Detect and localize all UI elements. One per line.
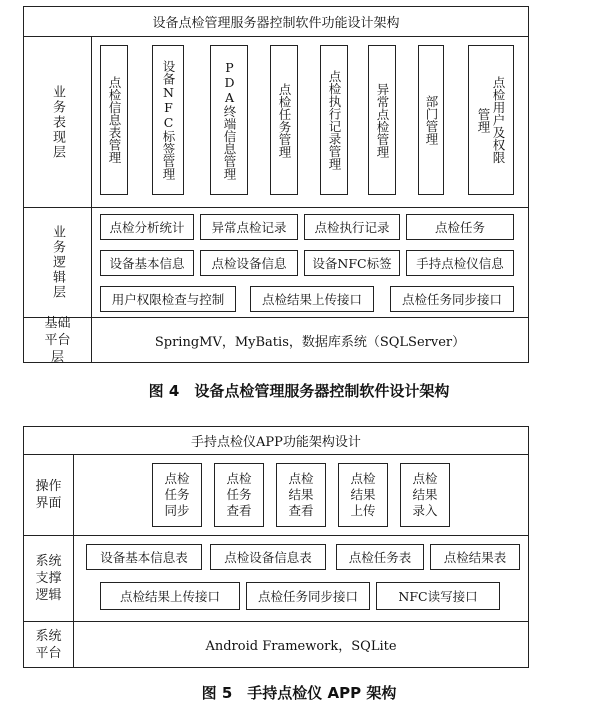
figure4-title: 设备点检管理服务器控制软件功能设计架构 <box>24 7 528 37</box>
logic-result-upload-interface: 点检结果上传接口 <box>250 286 374 312</box>
ui-task-view: 点检任务查看 <box>214 463 264 527</box>
module-inspection-task: 点检任务管理 <box>270 45 298 195</box>
logic-inspection-device-info: 点检设备信息 <box>200 250 298 276</box>
figure5-caption: 图 5 手持点检仪 APP 架构 <box>201 684 397 702</box>
android-platform-stack: Android Framework，SQLite <box>205 639 397 654</box>
business-presentation-layer-label: 业务表现层 <box>24 37 92 207</box>
logic-device-nfc-tag: 设备NFC标签 <box>304 250 400 276</box>
logic-permission-check: 用户权限检查与控制 <box>100 286 236 312</box>
ui-result-view: 点检结果查看 <box>276 463 326 527</box>
business-presentation-layer <box>24 37 528 207</box>
basic-platform-layer <box>24 315 528 365</box>
support-logic-layer-label: 系统支撑逻辑 <box>24 536 74 621</box>
system-platform-layer-label: 系统平台 <box>24 622 74 667</box>
business-logic-layer <box>24 207 528 317</box>
module-inspection-user-permission: 点检用户及权限管理 <box>468 45 514 195</box>
support-result-upload-interface: 点检结果上传接口 <box>100 582 240 610</box>
figure5-title: 手持点检仪APP功能架构设计 <box>24 427 528 455</box>
logic-inspection-statistics: 点检分析统计 <box>100 214 194 240</box>
module-pda-terminal: PDA终端信息管理 <box>210 45 248 195</box>
ui-layer <box>24 455 528 535</box>
ui-layer-label: 操作界面 <box>24 455 74 535</box>
support-device-basic-info-table: 设备基本信息表 <box>86 544 202 570</box>
support-logic-layer <box>24 535 528 621</box>
basic-platform-layer-label: 基础平台层 <box>24 318 92 362</box>
figure4-diagram <box>23 6 529 363</box>
figure4-caption: 图 4 设备点检管理服务器控制软件设计架构 <box>148 382 450 400</box>
ui-result-entry: 点检结果录入 <box>400 463 450 527</box>
logic-inspection-task: 点检任务 <box>406 214 514 240</box>
business-logic-layer-label: 业务逻辑层 <box>24 208 92 317</box>
platform-stack: SpringMV，MyBatis，数据库系统（SQLServer） <box>154 334 466 350</box>
support-inspection-task-table: 点检任务表 <box>336 544 424 570</box>
figure5-diagram <box>23 426 529 668</box>
module-inspection-execution-record: 点检执行记录管理 <box>320 45 348 195</box>
logic-task-sync-interface: 点检任务同步接口 <box>390 286 514 312</box>
logic-execution-record: 点检执行记录 <box>304 214 400 240</box>
ui-task-sync: 点检任务同步 <box>152 463 202 527</box>
logic-device-basic-info: 设备基本信息 <box>100 250 194 276</box>
support-inspection-result-table: 点检结果表 <box>430 544 520 570</box>
module-inspection-info-table: 点检信息表管理 <box>100 45 128 195</box>
module-abnormal-inspection: 异常点检管理 <box>368 45 396 195</box>
logic-handheld-info: 手持点检仪信息 <box>406 250 514 276</box>
module-device-nfc-tag: 设备NFC标签管理 <box>152 45 184 195</box>
module-department: 部门管理 <box>418 45 444 195</box>
support-task-sync-interface: 点检任务同步接口 <box>246 582 370 610</box>
system-platform-layer <box>24 621 528 667</box>
ui-result-upload: 点检结果上传 <box>338 463 388 527</box>
support-nfc-rw-interface: NFC读写接口 <box>376 582 500 610</box>
logic-abnormal-record: 异常点检记录 <box>200 214 298 240</box>
support-inspection-device-table: 点检设备信息表 <box>210 544 326 570</box>
